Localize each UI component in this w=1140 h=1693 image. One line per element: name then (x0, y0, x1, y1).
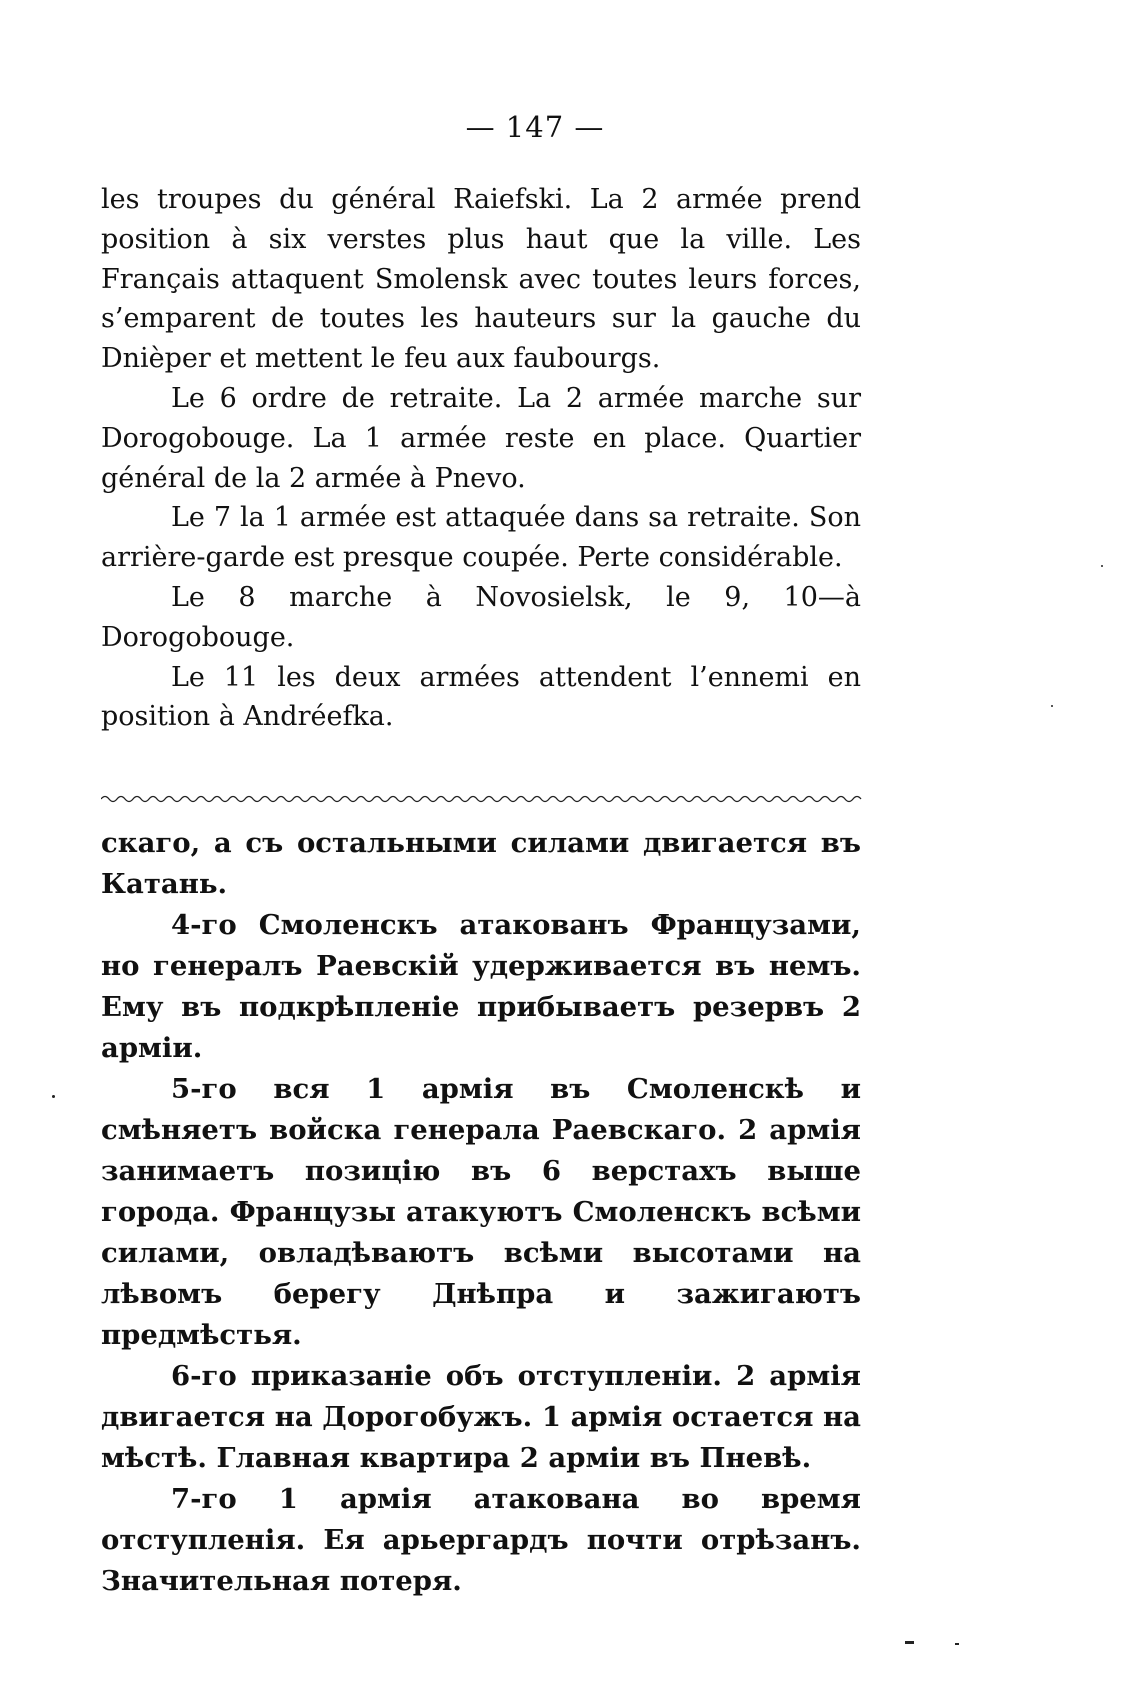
russian-text-block (101, 823, 861, 1602)
french-paragraph: les troupes du général Raiefski. La 2 armée prend position à six verstes plus haut que la ville. Les Français attaquent Smolensk avec toutes leurs forces, s’emparent de toutes les hauteurs sur la gauche du Dnièper et mettent le feu aux faubourgs. (101, 184, 861, 375)
scan-speck (1051, 705, 1053, 707)
french-paragraph: Le 11 les deux armées attendent l’ennemi en position à Andréefka. (101, 661, 861, 733)
scan-speck (52, 1095, 55, 1098)
wavy-divider (101, 792, 863, 806)
french-paragraph: Le 8 marche à Novosielsk, le 9, 10—à Dorogobouge. (101, 581, 861, 653)
french-paragraph: Le 6 ordre de retraite. La 2 armée marche sur Dorogobouge. La 1 armée reste en place. Quartier général de la 2 armée à Pnevo. (101, 382, 861, 494)
russian-paragraph: 6-го приказаніе объ отступленіи. 2 армія двигается на Дорогобужъ. 1 армія остается на мѣстѣ. Главная квартира 2 арміи въ Пневѣ. (101, 1360, 861, 1474)
russian-paragraph: 5-го вся 1 армія въ Смоленскѣ и смѣняетъ войска генерала Раевскаго. 2 армія занимаетъ позицію въ 6 верстахъ выше города. Французы атакуютъ Смоленскъ всѣми силами, овладѣваютъ всѣми высотами на лѣвомъ берегу Днѣпра и зажигаютъ предмѣстья. (101, 1073, 861, 1351)
russian-paragraph: 4-го Смоленскъ атакованъ Французами, но генералъ Раевскій удерживается въ немъ. Ему въ подкрѣпленіе прибываетъ резервъ 2 арміи. (101, 909, 861, 1064)
french-text-block (101, 180, 861, 737)
scan-speck (1101, 565, 1103, 567)
russian-paragraph: скаго, а съ остальными силами двигается въ Катань. (101, 827, 861, 900)
page-number: — 147 — (465, 110, 605, 144)
scan-speck (955, 1643, 959, 1645)
scan-speck (905, 1641, 914, 1644)
russian-paragraph: 7-го 1 армія атакована во время отступленія. Ея арьергардъ почти отрѣзанъ. Значительная потеря. (101, 1483, 861, 1597)
french-paragraph: Le 7 la 1 armée est attaquée dans sa retraite. Son arrière-garde est presque coupée. Perte considérable. (101, 502, 861, 574)
